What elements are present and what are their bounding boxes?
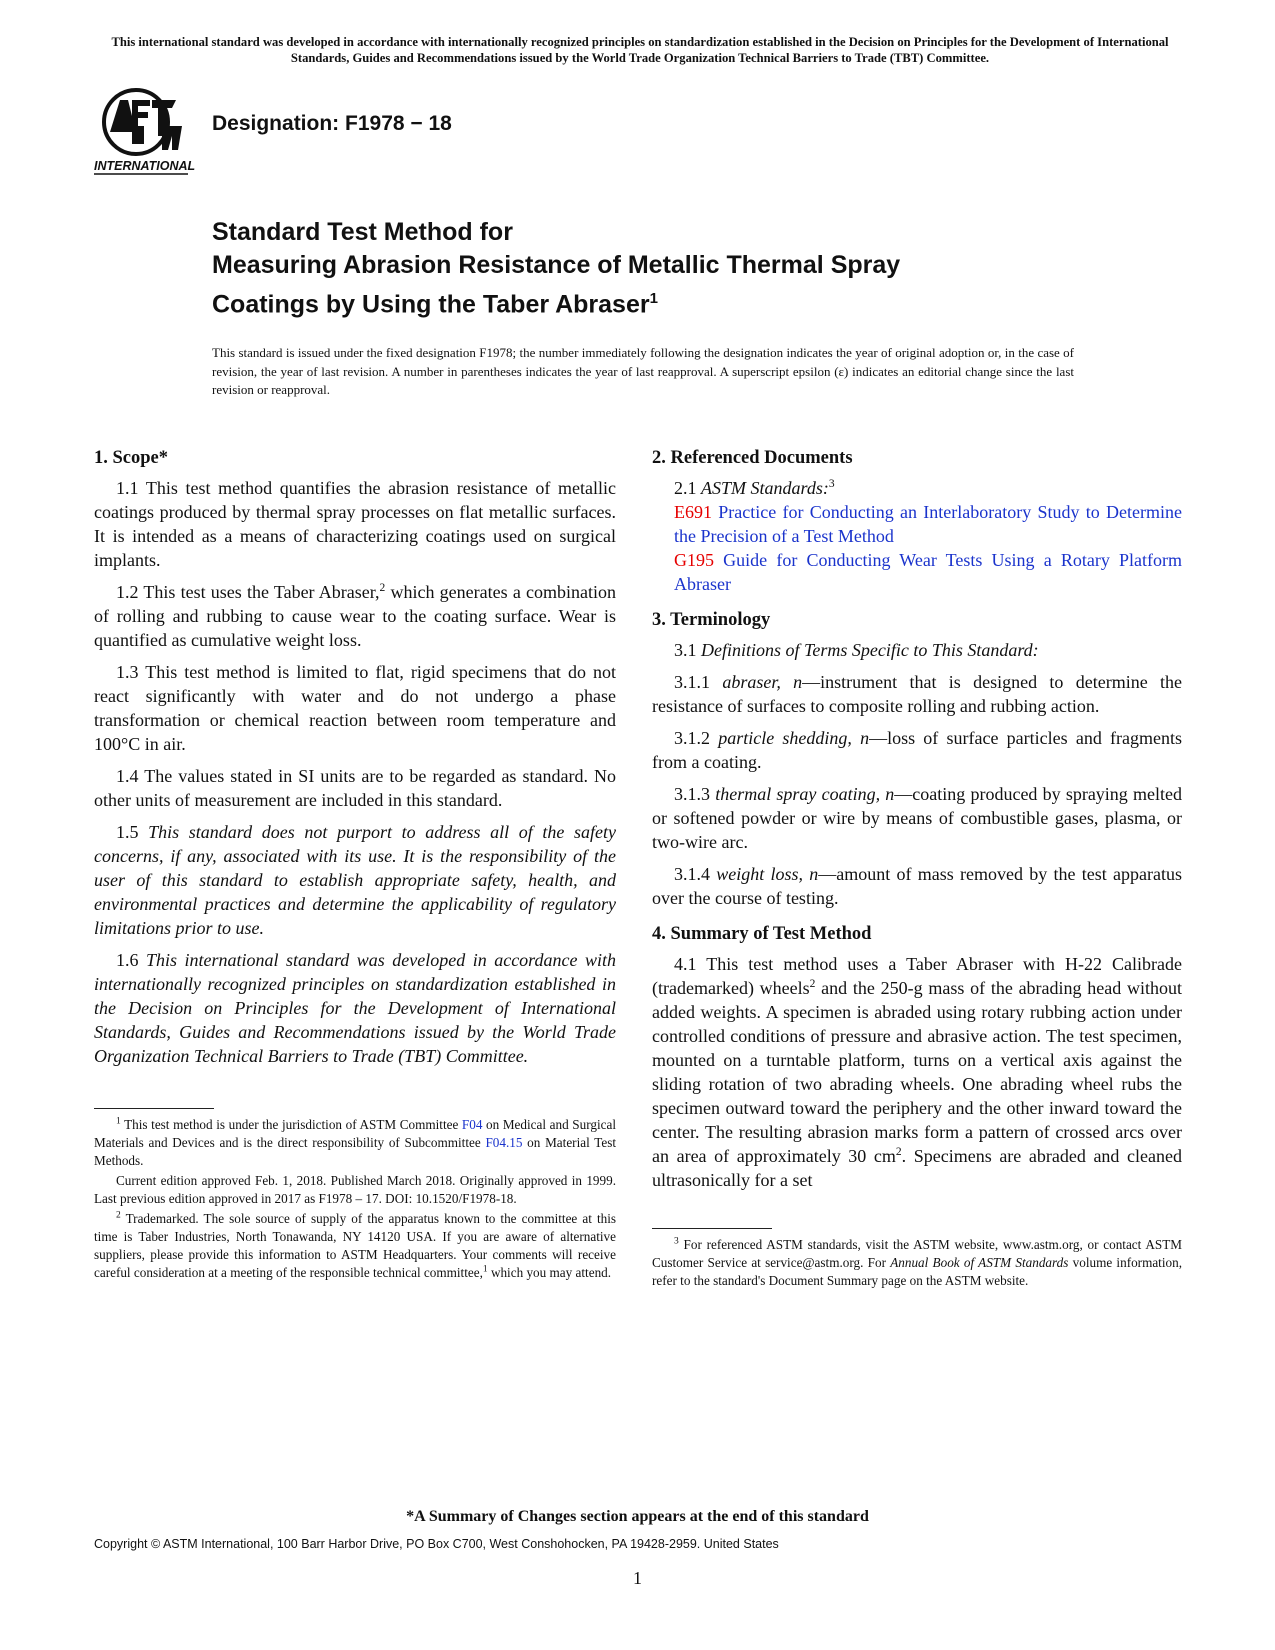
para-1-5 [94, 820, 616, 940]
referenced-documents-heading: 2. Referenced Documents [652, 448, 853, 468]
footnote-2-text-end: which you may attend. [487, 1265, 612, 1280]
reference-code-e691[interactable]: E691 [674, 502, 712, 522]
footnote-divider-right [652, 1228, 772, 1229]
astm-logo-icon [92, 86, 196, 178]
reference-title-g195[interactable]: Guide for Conducting Wear Tests Using a Rotary Platform Abraser [674, 550, 1183, 594]
para-1-5-text: This standard does not purport to address all of the safety concerns, if any, associated with its use. It is the responsibility of the user of this standard to establish appropriate safety, health, and environmental practices and determine the applicability of regulatory limitations prior to use. [94, 822, 616, 938]
document-title [212, 216, 1092, 321]
term-weight-loss-def: —amount of mass removed by the test apparatus over the course of testing. [652, 864, 1183, 908]
term-particle-shedding-term: particle shedding, n [718, 728, 870, 748]
para-1-5-num: 1.5 [116, 822, 149, 842]
astm-logo [92, 86, 196, 178]
unit-superscript: 2 [895, 1146, 902, 1158]
para-1-6-num: 1.6 [116, 950, 146, 970]
title-line-3-text: Coatings by Using the Taber Abraser [212, 290, 650, 319]
term-particle-shedding-def: —loss of surface particles and fragments from a coating. [652, 728, 1182, 772]
page-number: 1 [633, 1568, 642, 1588]
footnote-3-text: For referenced ASTM standards, visit the ASTM website, www.astm.org, or contact ASTM Customer Service at service@astm.org. For [652, 1237, 1182, 1270]
committee-link-f04[interactable]: F04 [461, 1117, 483, 1132]
astm-standards-num: 2.1 [674, 478, 701, 498]
footnotes-right [652, 1236, 1182, 1292]
footnote-1-text-cont: on Medical and Surgical Materials and Devices and is the direct responsibility of Subcommittee [94, 1117, 616, 1150]
scope-heading: 1. Scope* [94, 448, 168, 468]
footnote-2-ref-1[interactable]: 1 [482, 1264, 488, 1275]
term-thermal-spray-def: —coating produced by spraying melted or softened powder or wire by means of combustible gases, plasma, or two-wire arc. [652, 784, 1182, 852]
astm-standards-label [652, 476, 1182, 500]
term-weight-loss-num: 3.1.4 [674, 864, 717, 884]
term-thermal-spray-term: thermal spray coating, n [715, 784, 895, 804]
terminology-heading: 3. Terminology [652, 610, 771, 630]
para-3-1 [652, 638, 1182, 662]
right-column [652, 446, 1182, 1200]
footnote-2-text: Trademarked. The sole source of supply of the apparatus known to the committee at this time is Taber Industries, North Tonawanda, NY 14120 USA. If you are aware of alternative suppliers, please provide this information to ASTM Headquarters. Your comments will receive careful consideration at a meeting of the responsible technical committee, [94, 1211, 616, 1280]
title-line-3 [212, 282, 1092, 321]
term-abraser-def: —instrument that is designed to determine the resistance of surfaces to composite rolling and rubbing action. [652, 672, 1182, 716]
footnote-2-mark: 2 [116, 1210, 121, 1221]
footnote-1-edition: Current edition approved Feb. 1, 2018. Published March 2018. Originally approved in 1999. Last previous edition approved in 2017 as F1978 – 17. DOI: 10.1520/F1978-18. [94, 1173, 616, 1206]
para-1-2 [94, 580, 616, 652]
para-1-2-text-cont: which generates a combination of rolling and rubbing to cause wear to the coating surface. Wear is quantified as cumulative weight loss. [94, 582, 616, 650]
footnote-1 [94, 1116, 616, 1170]
footnote-ref-2b[interactable]: 2 [809, 978, 816, 990]
para-4-1-text-cont: and the 250-g mass of the abrading head without added weights. A specimen is abraded using rotary rubbing action under controlled conditions of pressure and abrasive action. The test specimen, mounted on a turntable platform, turns on a vertical axis against the sliding rotation of two abrading wheels. One abrading wheel rubs the specimen outward toward the periphery and the other inward toward the center. The resulting abrasion marks form a pattern of crossed arcs over an area of approximately 30 cm [652, 978, 1182, 1166]
term-thermal-spray-coating [652, 782, 1182, 854]
designation: Designation: F1978 − 18 [212, 112, 452, 135]
footnote-1-text: This test method is under the jurisdiction of ASTM Committee [120, 1117, 462, 1132]
summary-of-changes-note: *A Summary of Changes section appears at the end of this standard [406, 1508, 869, 1525]
footnote-3-italic: Annual Book of ASTM Standards [890, 1255, 1069, 1270]
para-1-4: 1.4 The values stated in SI units are to be regarded as standard. No other units of measurement are included in this standard. [94, 766, 616, 810]
issuance-statement: This standard is issued under the fixed designation F1978; the number immediately following the designation indicates the year of original adoption or, in the case of revision, the year of last revision. A number in parentheses indicates the year of last reapproval. A superscript epsilon (ε) indicates an editorial change since the last revision or reapproval. [212, 345, 1074, 397]
footnote-3 [652, 1236, 1182, 1290]
para-3-1-num: 3.1 [674, 640, 701, 660]
term-abraser [652, 670, 1182, 718]
para-1-2-text: 1.2 This test uses the Taber Abraser, [116, 582, 380, 602]
footnote-3-mark: 3 [674, 1236, 679, 1247]
title-line-2: Measuring Abrasion Resistance of Metallic Thermal Spray [212, 251, 901, 279]
svg-text:INTERNATIONAL: INTERNATIONAL [94, 159, 196, 173]
title-footnote-mark[interactable]: 1 [649, 290, 658, 307]
para-3-1-text: Definitions of Terms Specific to This Standard: [701, 640, 1039, 660]
footnote-divider-left [94, 1108, 214, 1109]
term-abraser-num: 3.1.1 [674, 672, 723, 692]
subcommittee-link-f0415[interactable]: F04.15 [485, 1135, 523, 1150]
para-1-6 [94, 948, 616, 1068]
term-weight-loss-term: weight loss, n [716, 864, 819, 884]
footnotes-left [94, 1116, 616, 1284]
term-abraser-term: abraser, n [722, 672, 803, 692]
reference-code-g195[interactable]: G195 [674, 550, 714, 570]
para-4-1-text-end: . Specimens are abraded and cleaned ultrasonically for a set [652, 1146, 1182, 1190]
para-4-1-text: 4.1 This test method uses a Taber Abraser with H-22 Calibrade (trademarked) wheels [652, 954, 1182, 998]
para-4-1 [652, 952, 1182, 1192]
term-particle-shedding [652, 726, 1182, 774]
summary-heading: 4. Summary of Test Method [652, 924, 872, 944]
term-thermal-spray-num: 3.1.3 [674, 784, 716, 804]
para-1-3: 1.3 This test method is limited to flat, rigid specimens that do not react significantly with water and do not undergo a phase transformation or chemical reaction between room temperature and 100°C in air. [94, 662, 616, 754]
para-1-6-text: This international standard was developed in accordance with internationally recognized principles on standardization established in the Decision on Principles for the Development of International Standards, Guides and Recommendations issued by the World Trade Organization Technical Barriers to Trade (TBT) Committee. [94, 950, 616, 1066]
term-weight-loss [652, 862, 1182, 910]
footnote-2 [94, 1210, 616, 1282]
left-column [94, 446, 616, 1076]
footnote-1-text-end: on Material Test Methods. [94, 1135, 617, 1168]
reference-e691[interactable] [652, 500, 1182, 548]
footnote-ref-2[interactable]: 2 [379, 582, 386, 594]
reference-g195[interactable] [652, 548, 1182, 596]
astm-standards-text: ASTM Standards: [701, 478, 829, 498]
footnote-3-text-end: volume information, refer to the standard's Document Summary page on the ASTM website. [652, 1255, 1182, 1288]
copyright: Copyright © ASTM International, 100 Barr Harbor Drive, PO Box C700, West Conshohocken, PA 19428-2959. United States [94, 1537, 779, 1551]
title-line-1: Standard Test Method for [212, 218, 513, 246]
footnote-1-mark: 1 [116, 1116, 121, 1127]
para-1-1: 1.1 This test method quantifies the abrasion resistance of metallic coatings produced by thermal spray processes on flat metallic surfaces. It is intended as a means of characterizing coatings used on surgical implants. [94, 478, 616, 570]
reference-title-e691[interactable]: Practice for Conducting an Interlaboratory Study to Determine the Precision of a Test Method [674, 502, 1182, 546]
top-notice: This international standard was developed in accordance with internationally recognized principles on standardization established in the Decision on Principles for the Development of International Standards, Guides and Recommendations issued by the World Trade Organization Technical Barriers to Trade (TBT) Committee. [111, 35, 1169, 65]
term-particle-shedding-num: 3.1.2 [674, 728, 719, 748]
footnote-ref-3[interactable]: 3 [828, 478, 835, 490]
